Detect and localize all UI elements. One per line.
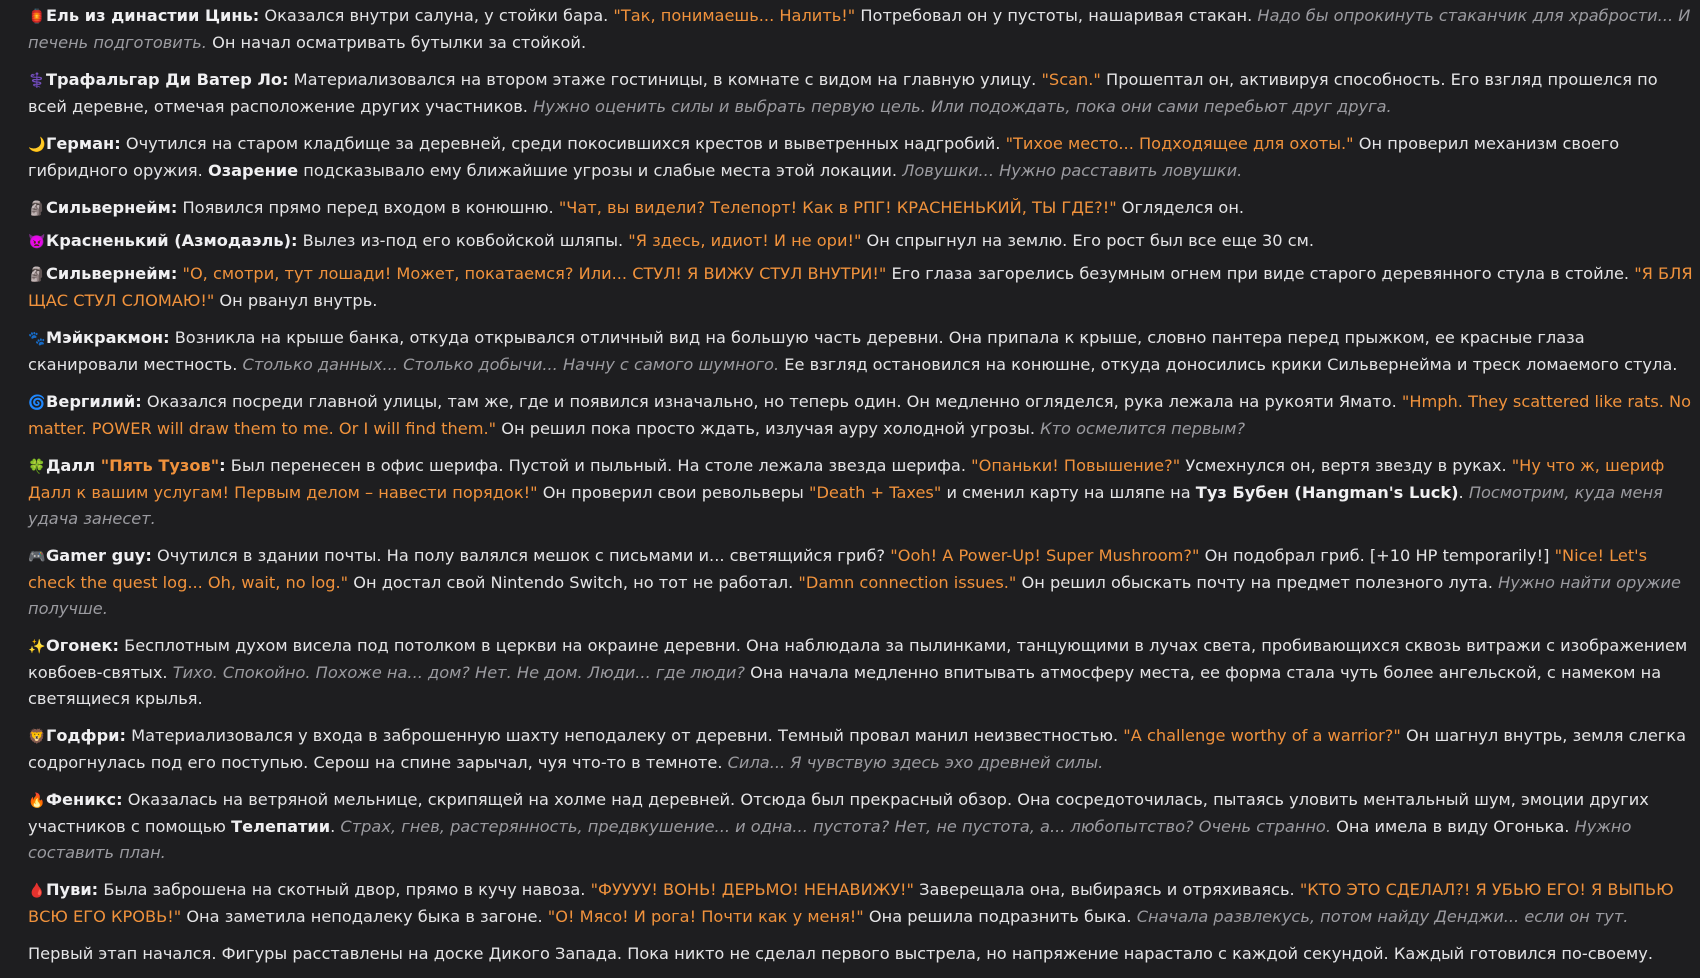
dialogue-quote: "Nice! Let's check the quest log... Oh, wait, no log." bbox=[28, 546, 1648, 592]
dialogue-quote: "Я здесь, идиот! И не ори!" bbox=[628, 231, 862, 250]
story-paragraph bbox=[28, 633, 1694, 712]
narration-text: Материализовался у входа в заброшенную шахту неподалеку от деревни. Темный провал манил неизвестностью. bbox=[125, 726, 1124, 745]
speaker-name: Огонек: bbox=[46, 636, 119, 655]
narration-text: Вылез из-под его ковбойской шляпы. bbox=[297, 231, 629, 250]
narration-text: Он спрыгнул на землю. Его рост был все еще 30 см. bbox=[861, 231, 1314, 250]
narration-text: . bbox=[330, 817, 341, 836]
narration-text: Оказалась на ветряной мельнице, скрипящей на холме над деревней. Отсюда был прекрасный обзор. Она сосредоточилась, пытаясь уловить ментальный шум, эмоции других участников с помощью bbox=[28, 790, 1649, 836]
character-emoji-icon: 🌀 bbox=[28, 395, 46, 411]
inner-thought: Нужно оценить силы и выбрать первую цель. Или подождать, пока они сами перебьют друг друга. bbox=[533, 97, 1392, 116]
dialogue-quote: "Death + Taxes" bbox=[809, 483, 942, 502]
character-emoji-icon: 👿 bbox=[28, 234, 46, 250]
dialogue-quote: "Так, понимаешь... Налить!" bbox=[613, 6, 856, 25]
narration-text: Он решил обыскать почту на предмет полезного лута. bbox=[1016, 573, 1499, 592]
character-emoji-icon: 🏮 bbox=[28, 9, 46, 25]
narration-text: Появился прямо перед входом в конюшню. bbox=[177, 198, 559, 217]
narration-text: Она заметила неподалеку быка в загоне. bbox=[181, 907, 548, 926]
speaker-name: Мэйкракмон: bbox=[46, 328, 170, 347]
inner-thought: Сначала развлекусь, потом найду Денджи... если он тут. bbox=[1136, 907, 1629, 926]
story-paragraph bbox=[28, 67, 1694, 120]
dialogue-quote: "Ну что ж, шериф Далл к вашим услугам! Первым делом – навести порядок!" bbox=[28, 456, 1665, 502]
story-paragraph bbox=[28, 543, 1694, 622]
character-emoji-icon: 🗿 bbox=[28, 201, 46, 217]
character-emoji-icon: ✨ bbox=[28, 639, 46, 655]
dialogue-quote: "Чат, вы видели? Телепорт! Как в РПГ! КРАСНЕНЬКИЙ, ТЫ ГДЕ?!" bbox=[558, 198, 1117, 217]
speaker-name: Телепатии bbox=[231, 817, 331, 836]
character-emoji-icon: 🦁 bbox=[28, 729, 46, 745]
narration-text: . bbox=[1458, 483, 1469, 502]
dialogue-quote: "ФУУУУ! ВОНЬ! ДЕРЬМО! НЕНАВИЖУ!" bbox=[590, 880, 914, 899]
inner-thought: Посмотрим, куда меня удача занесет. bbox=[28, 483, 1663, 528]
narration-text: Был перенесен в офис шерифа. Пустой и пыльный. На столе лежала звезда шерифа. bbox=[225, 456, 972, 475]
speaker-name: Вергилий: bbox=[46, 392, 142, 411]
inner-thought: Надо бы опрокинуть стаканчик для храбрости... И печень подготовить. bbox=[28, 6, 1691, 52]
character-emoji-icon: 🌙 bbox=[28, 137, 46, 153]
speaker-name: Феникс: bbox=[46, 790, 123, 809]
story-paragraph bbox=[28, 131, 1694, 184]
speaker-name: Трафальгар Ди Ватер Ло: bbox=[46, 70, 289, 89]
speaker-name: Ель из династии Цинь: bbox=[46, 6, 260, 25]
speaker-name: Пуви: bbox=[46, 880, 99, 899]
narration-text: Она решила подразнить быка. bbox=[863, 907, 1137, 926]
story-paragraph bbox=[28, 941, 1694, 967]
narration-text: Его глаза загорелись безумным огнем при виде старого деревянного стула в стойле. bbox=[886, 264, 1635, 283]
narration-text: Оказался посреди главной улицы, там же, где и появился изначально, но теперь один. Он медленно огляделся, рука лежала на рукояти Ямато. bbox=[141, 392, 1402, 411]
narration-text: Заверещала она, выбираясь и отряхиваясь. bbox=[914, 880, 1300, 899]
story-paragraph bbox=[28, 3, 1694, 56]
story-paragraph bbox=[28, 195, 1694, 222]
story-log bbox=[28, 3, 1694, 978]
narration-text: Была заброшена на скотный двор, прямо в кучу навоза. bbox=[98, 880, 591, 899]
narration-text: Она имела в виду Огонька. bbox=[1330, 817, 1575, 836]
narration-text: Усмехнулся он, вертя звезду в руках. bbox=[1180, 456, 1512, 475]
dialogue-quote: "О! Мясо! И рога! Почти как у меня!" bbox=[547, 907, 864, 926]
narration-text: Оказался внутри салуна, у стойки бара. bbox=[259, 6, 614, 25]
inner-thought: Ловушки... Нужно расставить ловушки. bbox=[902, 161, 1243, 180]
story-paragraph bbox=[28, 325, 1694, 378]
dialogue-quote: "Scan." bbox=[1041, 70, 1101, 89]
speaker-name: Gamer guy: bbox=[46, 546, 152, 565]
narration-text: Она начала медленно впитывать атмосферу места, ее форма стала чуть более ангельской, с намеком на светящиеся крылья. bbox=[28, 663, 1662, 708]
inner-thought: Тихо. Спокойно. Похоже на... дом? Нет. Не дом. Люди... где люди? bbox=[172, 663, 745, 682]
narration-text: Возникла на крыше банка, откуда открывался отличный вид на большую часть деревни. Она припала к крыше, словно пантера перед прыжком, ее красные глаза сканировали местность. bbox=[28, 328, 1585, 374]
speaker-name: Годфри: bbox=[46, 726, 126, 745]
narration-text: Он решил пока просто ждать, излучая ауру холодной угрозы. bbox=[496, 419, 1041, 438]
speaker-name: Герман: bbox=[46, 134, 121, 153]
inner-thought: Сила... Я чувствую здесь эхо древней силы. bbox=[727, 753, 1104, 772]
speaker-name: Озарение bbox=[207, 161, 299, 180]
dialogue-quote: "A challenge worthy of a warrior?" bbox=[1123, 726, 1401, 745]
narration-text: Он рванул внутрь. bbox=[214, 291, 378, 310]
dialogue-quote: "Тихое место... Подходящее для охоты." bbox=[1005, 134, 1354, 153]
speaker-name: Красненький (Азмодаэль): bbox=[46, 231, 298, 250]
speaker-name: Туз Бубен (Hangman's Luck) bbox=[1195, 483, 1459, 502]
story-paragraph bbox=[28, 389, 1694, 442]
character-emoji-icon: 🍀 bbox=[28, 459, 46, 475]
story-paragraph bbox=[28, 787, 1694, 866]
inner-thought: Нужно найти оружие получше. bbox=[28, 573, 1681, 618]
character-emoji-icon: 🗿 bbox=[28, 267, 46, 283]
narration-text: Прошептал он, активируя способность. Его взгляд прошелся по всей деревне, отмечая расположение других участников. bbox=[28, 70, 1658, 116]
narration-text: Потребовал он у пустоты, нашаривая стакан. bbox=[855, 6, 1258, 25]
story-paragraph bbox=[28, 723, 1694, 776]
narration-text: и сменил карту на шляпе на bbox=[941, 483, 1196, 502]
narration-text: Очутился в здании почты. На полу валялся мешок с письмами и... светящийся гриб? bbox=[151, 546, 891, 565]
dialogue-quote: "Hmph. They scattered like rats. No matter. POWER will draw them to me. Or I will find them." bbox=[28, 392, 1692, 438]
character-emoji-icon: 🐾 bbox=[28, 331, 46, 347]
character-emoji-icon: ⚕️ bbox=[28, 73, 46, 89]
speaker-name: : bbox=[219, 456, 226, 475]
narration-text: Он подобрал гриб. [+10 HP temporarily!] bbox=[1199, 546, 1555, 565]
narration-text: Очутился на старом кладбище за деревней, среди покосившихся крестов и выветренных надгробий. bbox=[120, 134, 1006, 153]
story-paragraph bbox=[28, 228, 1694, 255]
speaker-name: "Пять Тузов" bbox=[100, 456, 220, 475]
inner-thought: Столько данных... Столько добычи... Начну с самого шумного. bbox=[242, 355, 780, 374]
dialogue-quote: "О, смотри, тут лошади! Может, покатаемся? Или... СТУЛ! Я ВИЖУ СТУЛ ВНУТРИ!" bbox=[182, 264, 887, 283]
narration-text: Огляделся он. bbox=[1116, 198, 1245, 217]
dialogue-quote: "Я БЛЯ ЩАС СТУЛ СЛОМАЮ!" bbox=[28, 264, 1693, 310]
story-paragraph bbox=[28, 877, 1694, 930]
speaker-name: Сильвернейм: bbox=[46, 198, 178, 217]
dialogue-quote: "КТО ЭТО СДЕЛАЛ?! Я УБЬЮ ЕГО! Я ВЫПЬЮ ВСЮ ЕГО КРОВЬ!" bbox=[28, 880, 1674, 926]
inner-thought: Кто осмелится первым? bbox=[1040, 419, 1246, 438]
character-emoji-icon: 🩸 bbox=[28, 883, 46, 899]
dialogue-quote: "Ooh! A Power-Up! Super Mushroom?" bbox=[890, 546, 1200, 565]
story-paragraph bbox=[28, 261, 1694, 314]
speaker-name: Сильвернейм: bbox=[46, 264, 178, 283]
narration-text: Он шагнул внутрь, земля слегка содрогнулась под его поступью. Серош на спине зарычал, чуя что-то в темноте. bbox=[28, 726, 1687, 772]
character-emoji-icon: 🎮 bbox=[28, 549, 46, 565]
inner-thought: Страх, гнев, растерянность, предвкушение... и одна... пустота? Нет, не пустота, а... любопытство? Очень странно. bbox=[340, 817, 1331, 836]
dialogue-quote: "Опаньки! Повышение?" bbox=[971, 456, 1181, 475]
narration-text: Он достал свой Nintendo Switch, но тот не работал. bbox=[348, 573, 799, 592]
narration-text: Он проверил свои револьверы bbox=[537, 483, 809, 502]
narration-text: Ее взгляд остановился на конюшне, откуда доносились крики Сильвернейма и треск ломаемого стула. bbox=[779, 355, 1678, 374]
narration-text: Первый этап начался. Фигуры расставлены на доске Дикого Запада. Пока никто не сделал первого выстрела, но напряжение нарастало с каждой секундой. Каждый готовился по-своему. bbox=[28, 944, 1653, 963]
narration-text: Он проверил механизм своего гибридного оружия. bbox=[28, 134, 1620, 180]
story-paragraph bbox=[28, 453, 1694, 532]
speaker-name: Далл bbox=[46, 456, 101, 475]
narration-text: Материализовался на втором этаже гостиницы, в комнате с видом на главную улицу. bbox=[288, 70, 1042, 89]
character-emoji-icon: 🔥 bbox=[28, 793, 46, 809]
narration-text: Он начал осматривать бутылки за стойкой. bbox=[206, 33, 587, 52]
dialogue-quote: "Damn connection issues." bbox=[798, 573, 1017, 592]
inner-thought: Нужно составить план. bbox=[28, 817, 1632, 862]
narration-text: подсказывало ему ближайшие угрозы и слабые места этой локации. bbox=[298, 161, 903, 180]
narration-text: Бесплотным духом висела под потолком в церкви на окраине деревни. Она наблюдала за пылинками, танцующими в лучах света, пробивающихся сквозь витражи с изображением ковбоев-святых. bbox=[28, 636, 1688, 682]
